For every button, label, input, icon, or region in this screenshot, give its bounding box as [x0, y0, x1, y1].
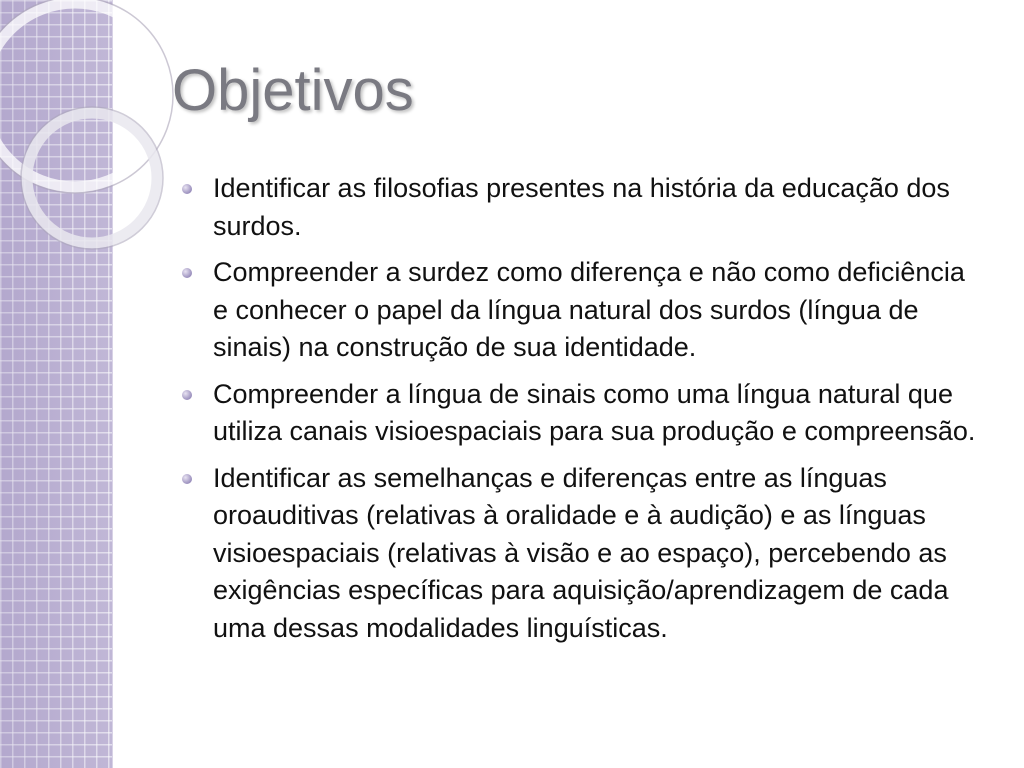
bullet-dot-icon: [182, 474, 192, 484]
bullet-dot-icon: [182, 184, 192, 194]
objectives-list: [180, 170, 980, 656]
list-item: [180, 170, 980, 245]
slide-title: Objetivos: [172, 58, 414, 123]
list-item: [180, 460, 980, 648]
list-item: [180, 376, 980, 451]
list-item: [180, 254, 980, 367]
bullet-text: Compreender a língua de sinais como uma língua natural que utiliza canais visioespaciais para sua produção e compreensão.: [213, 378, 976, 446]
bullet-dot-icon: [182, 268, 192, 278]
bullet-dot-icon: [182, 390, 192, 400]
bullet-text: Identificar as filosofias presentes na história da educação dos surdos.: [213, 173, 950, 241]
bullet-text: Identificar as semelhanças e diferenças entre as línguas oroauditivas (relativas à oralidade e à audição) e as línguas visioespaciais (relativas à visão e ao espaço), percebendo as exigências específicas para aquisição/aprendizagem de cada uma dessas modalidades linguísticas.: [213, 462, 949, 643]
bullet-text: Compreender a surdez como diferença e não como deficiência e conhecer o papel da língua natural dos surdos (língua de sinais) na construção de sua identidade.: [213, 257, 965, 362]
